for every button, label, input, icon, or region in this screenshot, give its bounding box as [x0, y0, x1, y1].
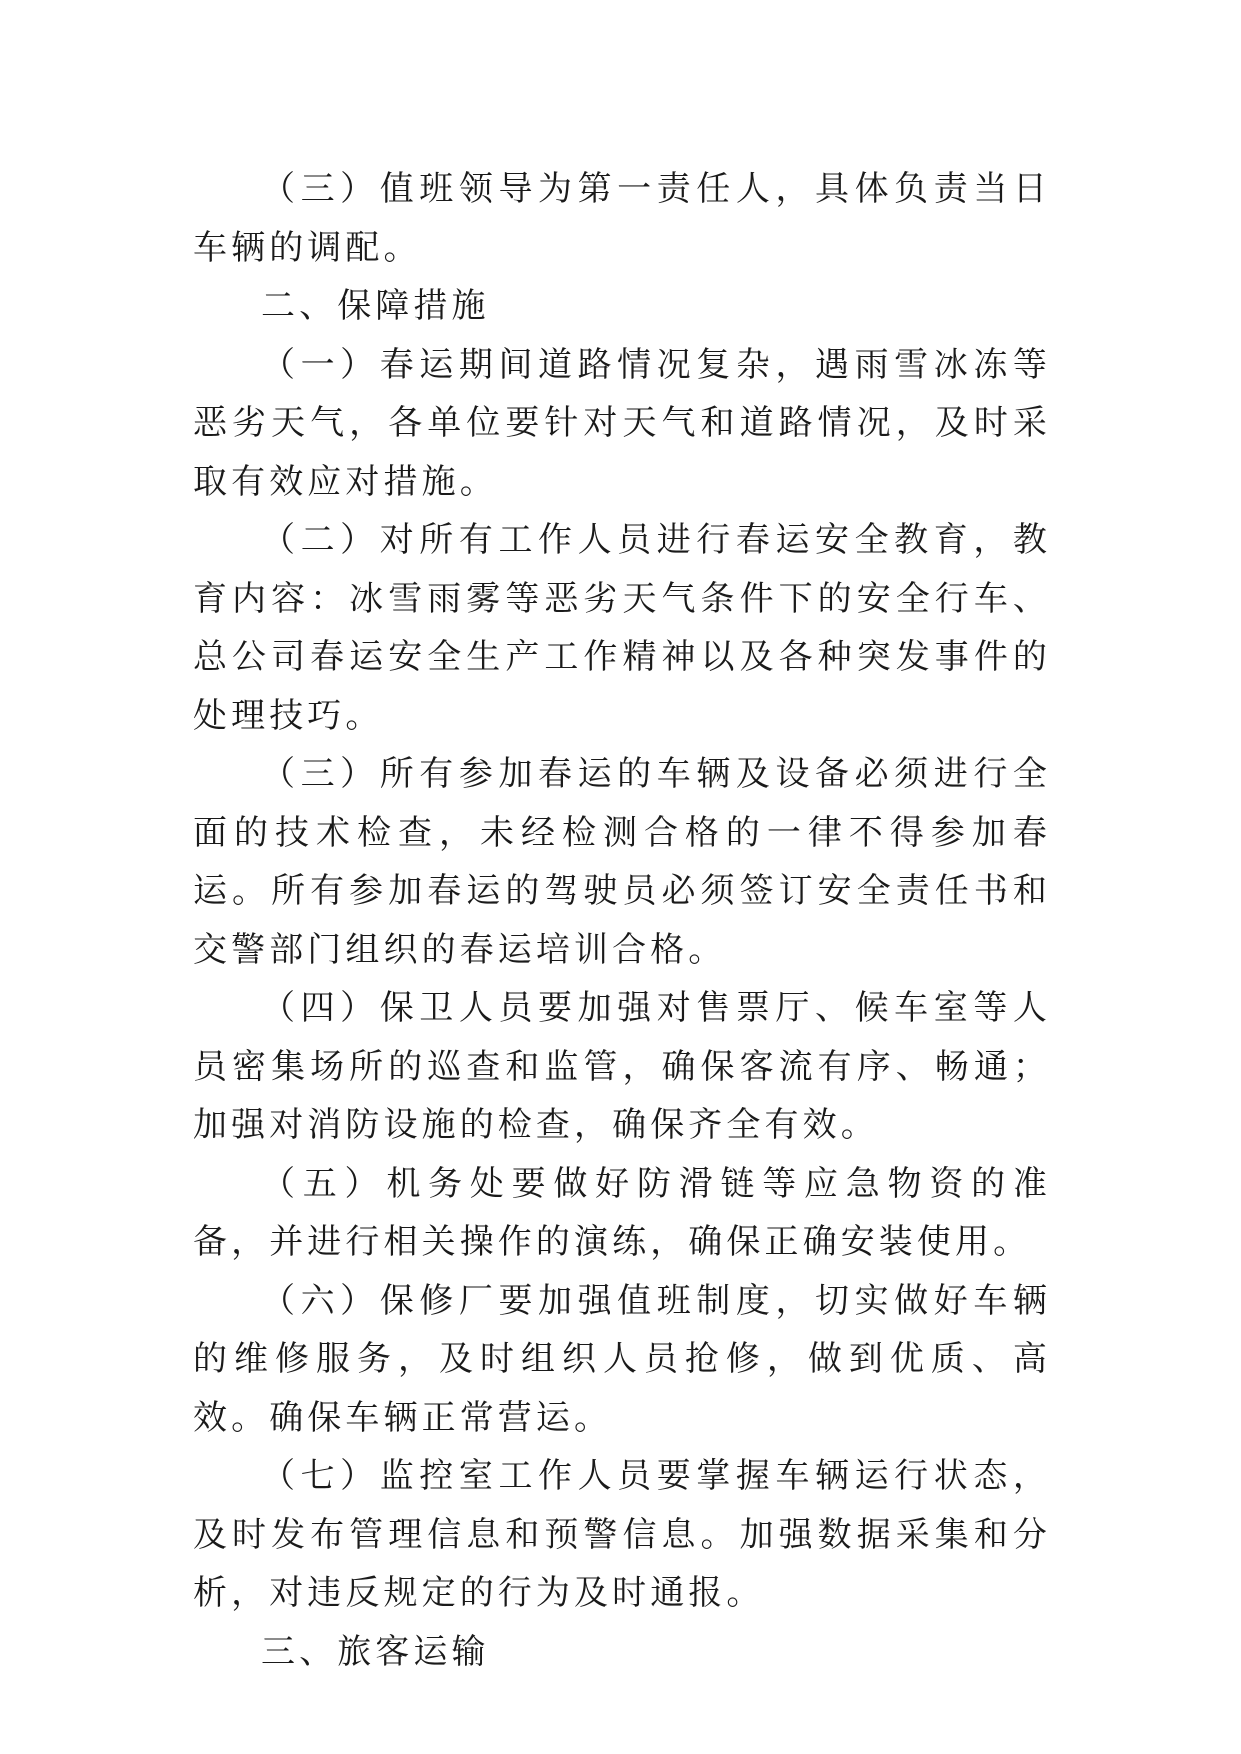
section-heading-passenger-transport: 三、旅客运输 [261, 1631, 490, 1672]
paragraph-vehicle-inspection: （三）所有参加春运的车辆及设备必须进行全面的技术检查，未经检测合格的一律不得参加春运。所有参加春运的驾驶员必须签订安全责任书和交警部门组织的春运培训合格。 [193, 754, 1051, 970]
paragraph-duty-leader: （三）值班领导为第一责任人，具体负责当日车辆的调配。 [193, 169, 1051, 268]
paragraph-emergency-supplies: （五）机务处要做好防滑链等应急物资的准备，并进行相关操作的演练，确保正确安装使用。 [193, 1163, 1051, 1262]
paragraph-weather-measures: （一）春运期间道路情况复杂，遇雨雪冰冻等恶劣天气，各单位要针对天气和道路情况，及时采取有效应对措施。 [193, 344, 1051, 502]
paragraph-monitoring-room: （七）监控室工作人员要掌握车辆运行状态，及时发布管理信息和预警信息。加强数据采集和分析，对违反规定的行为及时通报。 [193, 1456, 1051, 1613]
paragraph-security-patrol: （四）保卫人员要加强对售票厅、候车室等人员密集场所的巡查和监管，确保客流有序、畅通；加强对消防设施的检查，确保齐全有效。 [193, 988, 1051, 1145]
section-heading-safeguards: 二、保障措施 [261, 286, 490, 326]
paragraph-safety-education: （二）对所有工作人员进行春运安全教育，教育内容：冰雪雨雾等恶劣天气条件下的安全行车、总公司春运安全生产工作精神以及各种突发事件的处理技巧。 [193, 520, 1051, 736]
paragraph-repair-duty: （六）保修厂要加强值班制度，切实做好车辆的维修服务，及时组织人员抢修，做到优质、高效。确保车辆正常营运。 [193, 1280, 1051, 1438]
document-page [193, 160, 1051, 1681]
